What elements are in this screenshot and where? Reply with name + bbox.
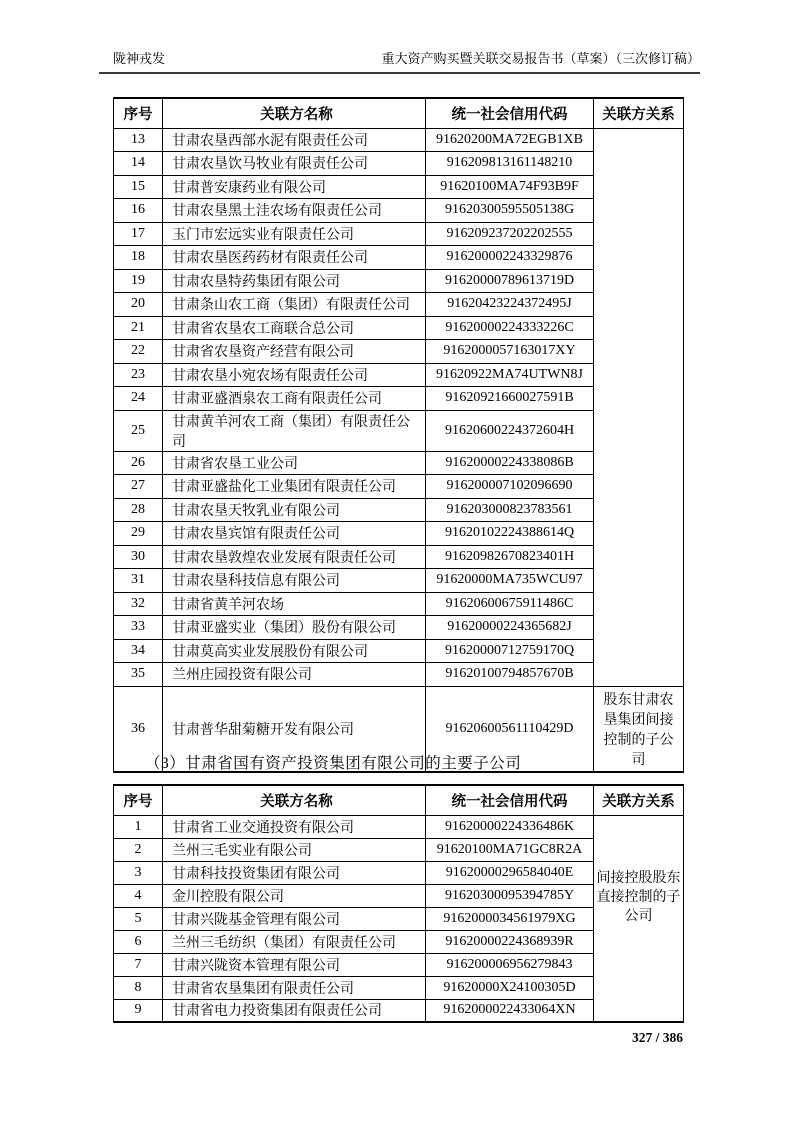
party-name: 甘肃科技投资集团有限公司 xyxy=(163,861,426,884)
row-number: 22 xyxy=(114,340,163,364)
table-row xyxy=(114,475,684,499)
party-name: 甘肃兴陇基金管理有限公司 xyxy=(163,907,426,930)
table-row xyxy=(114,222,684,246)
credit-code: 9162000057163017XY xyxy=(426,340,594,364)
table-row xyxy=(114,930,684,953)
row-number: 8 xyxy=(114,976,163,999)
row-number: 31 xyxy=(114,569,163,593)
table-row xyxy=(114,340,684,364)
table-row xyxy=(114,999,684,1022)
row-number: 19 xyxy=(114,269,163,293)
table-row xyxy=(114,246,684,270)
row-number: 21 xyxy=(114,316,163,340)
relation-cell-empty xyxy=(594,522,684,546)
credit-code: 91620300095394785Y xyxy=(426,884,594,907)
relation-cell-empty xyxy=(594,363,684,387)
credit-code: 91620000224365682J xyxy=(426,616,594,640)
credit-code: 91620200MA72EGB1XB xyxy=(426,128,594,152)
table-row xyxy=(114,838,684,861)
row-number: 28 xyxy=(114,498,163,522)
credit-code: 91620102224388614Q xyxy=(426,522,594,546)
party-name: 甘肃农垦医药药材有限责任公司 xyxy=(163,246,426,270)
relation-cell-empty xyxy=(594,592,684,616)
relation-cell-merged xyxy=(594,953,684,976)
relation-cell-empty xyxy=(594,569,684,593)
credit-code: 91620600675911486C xyxy=(426,592,594,616)
row-number: 35 xyxy=(114,663,163,687)
row-number: 5 xyxy=(114,907,163,930)
table-row xyxy=(114,663,684,687)
party-name: 金川控股有限公司 xyxy=(163,884,426,907)
col-header-name: 关联方名称 xyxy=(163,785,426,815)
party-name: 甘肃黄羊河农工商（集团）有限责任公司 xyxy=(163,410,426,451)
credit-code: 91620000296584040E xyxy=(426,861,594,884)
table-row xyxy=(114,269,684,293)
credit-code: 91620921660027591B xyxy=(426,387,594,411)
row-number: 26 xyxy=(114,451,163,475)
credit-code: 91620000224368939R xyxy=(426,930,594,953)
credit-code: 91620000789613719D xyxy=(426,269,594,293)
table2-header-row xyxy=(114,785,684,815)
credit-code: 91620000712759170Q xyxy=(426,639,594,663)
row-number: 18 xyxy=(114,246,163,270)
relation-cell-empty xyxy=(594,128,684,152)
header-left-title: 陇神戎发 xyxy=(113,51,166,66)
col-header-code: 统一社会信用代码 xyxy=(426,98,594,128)
row-number: 30 xyxy=(114,545,163,569)
credit-code: 916200002243329876 xyxy=(426,246,594,270)
party-name: 甘肃省工业交通投资有限公司 xyxy=(163,815,426,838)
party-name: 甘肃普华甜菊糖开发有限公司 xyxy=(163,686,426,772)
credit-code: 91620000224336486K xyxy=(426,815,594,838)
table-row xyxy=(114,128,684,152)
relation-cell-empty xyxy=(594,175,684,199)
table-row xyxy=(114,387,684,411)
party-name: 甘肃农垦宾馆有限责任公司 xyxy=(163,522,426,546)
table-row xyxy=(114,545,684,569)
row-number: 32 xyxy=(114,592,163,616)
credit-code: 91620000MA735WCU97 xyxy=(426,569,594,593)
row-number: 16 xyxy=(114,199,163,223)
relation-cell-empty xyxy=(594,498,684,522)
table-row xyxy=(114,175,684,199)
credit-code: 91620600561110429D xyxy=(426,686,594,772)
credit-code: 916209237202202555 xyxy=(426,222,594,246)
credit-code: 916209813161148210 xyxy=(426,152,594,176)
table-row xyxy=(114,522,684,546)
row-number: 6 xyxy=(114,930,163,953)
relation-cell-empty xyxy=(594,152,684,176)
table-row xyxy=(114,616,684,640)
party-name: 甘肃农垦饮马牧业有限责任公司 xyxy=(163,152,426,176)
party-name: 甘肃农垦黑土洼农场有限责任公司 xyxy=(163,199,426,223)
party-name: 甘肃农垦西部水泥有限责任公司 xyxy=(163,128,426,152)
row-number: 23 xyxy=(114,363,163,387)
credit-code: 91620100794857670B xyxy=(426,663,594,687)
relation-cell-empty xyxy=(594,639,684,663)
party-name: 兰州三毛纺织（集团）有限责任公司 xyxy=(163,930,426,953)
credit-code: 91620100MA71GC8R2A xyxy=(426,838,594,861)
page-number: 327 / 386 xyxy=(631,1030,683,1045)
relation-cell-empty xyxy=(594,545,684,569)
party-name: 甘肃条山农工商（集团）有限责任公司 xyxy=(163,293,426,317)
table-row xyxy=(114,152,684,176)
relation-cell-merged xyxy=(594,815,684,838)
table-row xyxy=(114,498,684,522)
relation-cell-empty xyxy=(594,222,684,246)
relation-cell-empty xyxy=(594,475,684,499)
row-number: 24 xyxy=(114,387,163,411)
table-row xyxy=(114,953,684,976)
table-row xyxy=(114,199,684,223)
table-row xyxy=(114,316,684,340)
row-number: 13 xyxy=(114,128,163,152)
relation-cell-merged xyxy=(594,976,684,999)
party-name: 甘肃亚盛酒泉农工商有限责任公司 xyxy=(163,387,426,411)
row-number: 15 xyxy=(114,175,163,199)
party-name: 甘肃省农垦农工商联合总公司 xyxy=(163,316,426,340)
row-number: 17 xyxy=(114,222,163,246)
party-name: 兰州三毛实业有限公司 xyxy=(163,838,426,861)
row-number: 25 xyxy=(114,410,163,451)
relation-cell-empty xyxy=(594,316,684,340)
table1-body xyxy=(114,128,684,686)
party-name: 甘肃农垦科技信息有限公司 xyxy=(163,569,426,593)
row-number: 14 xyxy=(114,152,163,176)
party-name: 甘肃莫高实业发展股份有限公司 xyxy=(163,639,426,663)
credit-code: 91620423224372495J xyxy=(426,293,594,317)
row-number: 27 xyxy=(114,475,163,499)
relation-cell: 股东甘肃农垦集团间接控制的子公司 xyxy=(594,686,684,772)
party-name: 甘肃省农垦集团有限责任公司 xyxy=(163,976,426,999)
table-row xyxy=(114,815,684,838)
col-header-no: 序号 xyxy=(114,785,163,815)
row-number: 2 xyxy=(114,838,163,861)
party-name: 甘肃农垦小宛农场有限责任公司 xyxy=(163,363,426,387)
credit-code: 91620600224372604H xyxy=(426,410,594,451)
col-header-relation: 关联方关系 xyxy=(594,785,684,815)
relation-cell-empty xyxy=(594,663,684,687)
party-name: 甘肃亚盛实业（集团）股份有限公司 xyxy=(163,616,426,640)
section-heading: （3）甘肃省国有资产投资集团有限公司的主要子公司 xyxy=(145,755,522,772)
table-row xyxy=(114,293,684,317)
row-number: 9 xyxy=(114,999,163,1022)
row-number: 7 xyxy=(114,953,163,976)
party-name: 甘肃普安康药业有限公司 xyxy=(163,175,426,199)
header-right-title: 重大资产购买暨关联交易报告书（草案）（三次修订稿） xyxy=(381,51,700,66)
party-name: 甘肃农垦特药集团有限公司 xyxy=(163,269,426,293)
col-header-no: 序号 xyxy=(114,98,163,128)
relation-cell-merged xyxy=(594,999,684,1022)
credit-code: 91620300595505138G xyxy=(426,199,594,223)
relation-cell-merged xyxy=(594,930,684,953)
col-header-relation: 关联方关系 xyxy=(594,98,684,128)
row-number: 34 xyxy=(114,639,163,663)
party-name: 甘肃农垦敦煌农业发展有限责任公司 xyxy=(163,545,426,569)
credit-code: 916200007102096690 xyxy=(426,475,594,499)
party-name: 甘肃省电力投资集团有限责任公司 xyxy=(163,999,426,1022)
table-row xyxy=(114,363,684,387)
table2-relation-text: 间接控股股东直接控制的子公司 xyxy=(596,871,681,924)
credit-code: 91620000224338086B xyxy=(426,451,594,475)
related-parties-table-1 xyxy=(113,97,684,773)
relation-cell-merged xyxy=(594,838,684,861)
party-name: 玉门市宏远实业有限责任公司 xyxy=(163,222,426,246)
party-name: 甘肃农垦天牧乳业有限公司 xyxy=(163,498,426,522)
row-number: 33 xyxy=(114,616,163,640)
table-row xyxy=(114,639,684,663)
party-name: 甘肃亚盛盐化工业集团有限责任公司 xyxy=(163,475,426,499)
table-row xyxy=(114,451,684,475)
credit-code: 9162000022433064XN xyxy=(426,999,594,1022)
party-name: 甘肃省农垦资产经营有限公司 xyxy=(163,340,426,364)
credit-code: 9162000034561979XG xyxy=(426,907,594,930)
table1-header-row xyxy=(114,98,684,128)
credit-code: 91620100MA74F93B9F xyxy=(426,175,594,199)
row-number: 36 xyxy=(114,686,163,772)
row-number: 4 xyxy=(114,884,163,907)
table-row xyxy=(114,569,684,593)
credit-code: 916203000823783561 xyxy=(426,498,594,522)
row-number: 3 xyxy=(114,861,163,884)
credit-code: 91620000224333226C xyxy=(426,316,594,340)
credit-code: 91620982670823401H xyxy=(426,545,594,569)
col-header-name: 关联方名称 xyxy=(163,98,426,128)
page-header xyxy=(99,48,700,74)
credit-code: 91620922MA74UTWN8J xyxy=(426,363,594,387)
table-row xyxy=(114,592,684,616)
relation-cell-empty xyxy=(594,340,684,364)
relation-cell-empty xyxy=(594,269,684,293)
row-number: 1 xyxy=(114,815,163,838)
table-row xyxy=(114,410,684,451)
row-number: 29 xyxy=(114,522,163,546)
party-name: 甘肃省黄羊河农场 xyxy=(163,592,426,616)
credit-code: 91620000X24100305D xyxy=(426,976,594,999)
table2-header xyxy=(114,785,684,815)
table1-header xyxy=(114,98,684,128)
relation-cell-empty xyxy=(594,451,684,475)
col-header-code: 统一社会信用代码 xyxy=(426,785,594,815)
relation-cell-empty xyxy=(594,616,684,640)
relation-cell-empty xyxy=(594,387,684,411)
party-name: 甘肃兴陇资本管理有限公司 xyxy=(163,953,426,976)
party-name: 兰州庄园投资有限公司 xyxy=(163,663,426,687)
credit-code: 916200006956279843 xyxy=(426,953,594,976)
relation-cell-empty xyxy=(594,246,684,270)
row-number: 20 xyxy=(114,293,163,317)
relation-cell-empty xyxy=(594,293,684,317)
party-name: 甘肃省农垦工业公司 xyxy=(163,451,426,475)
table-row xyxy=(114,976,684,999)
relation-cell-empty xyxy=(594,199,684,223)
relation-cell-empty xyxy=(594,410,684,451)
